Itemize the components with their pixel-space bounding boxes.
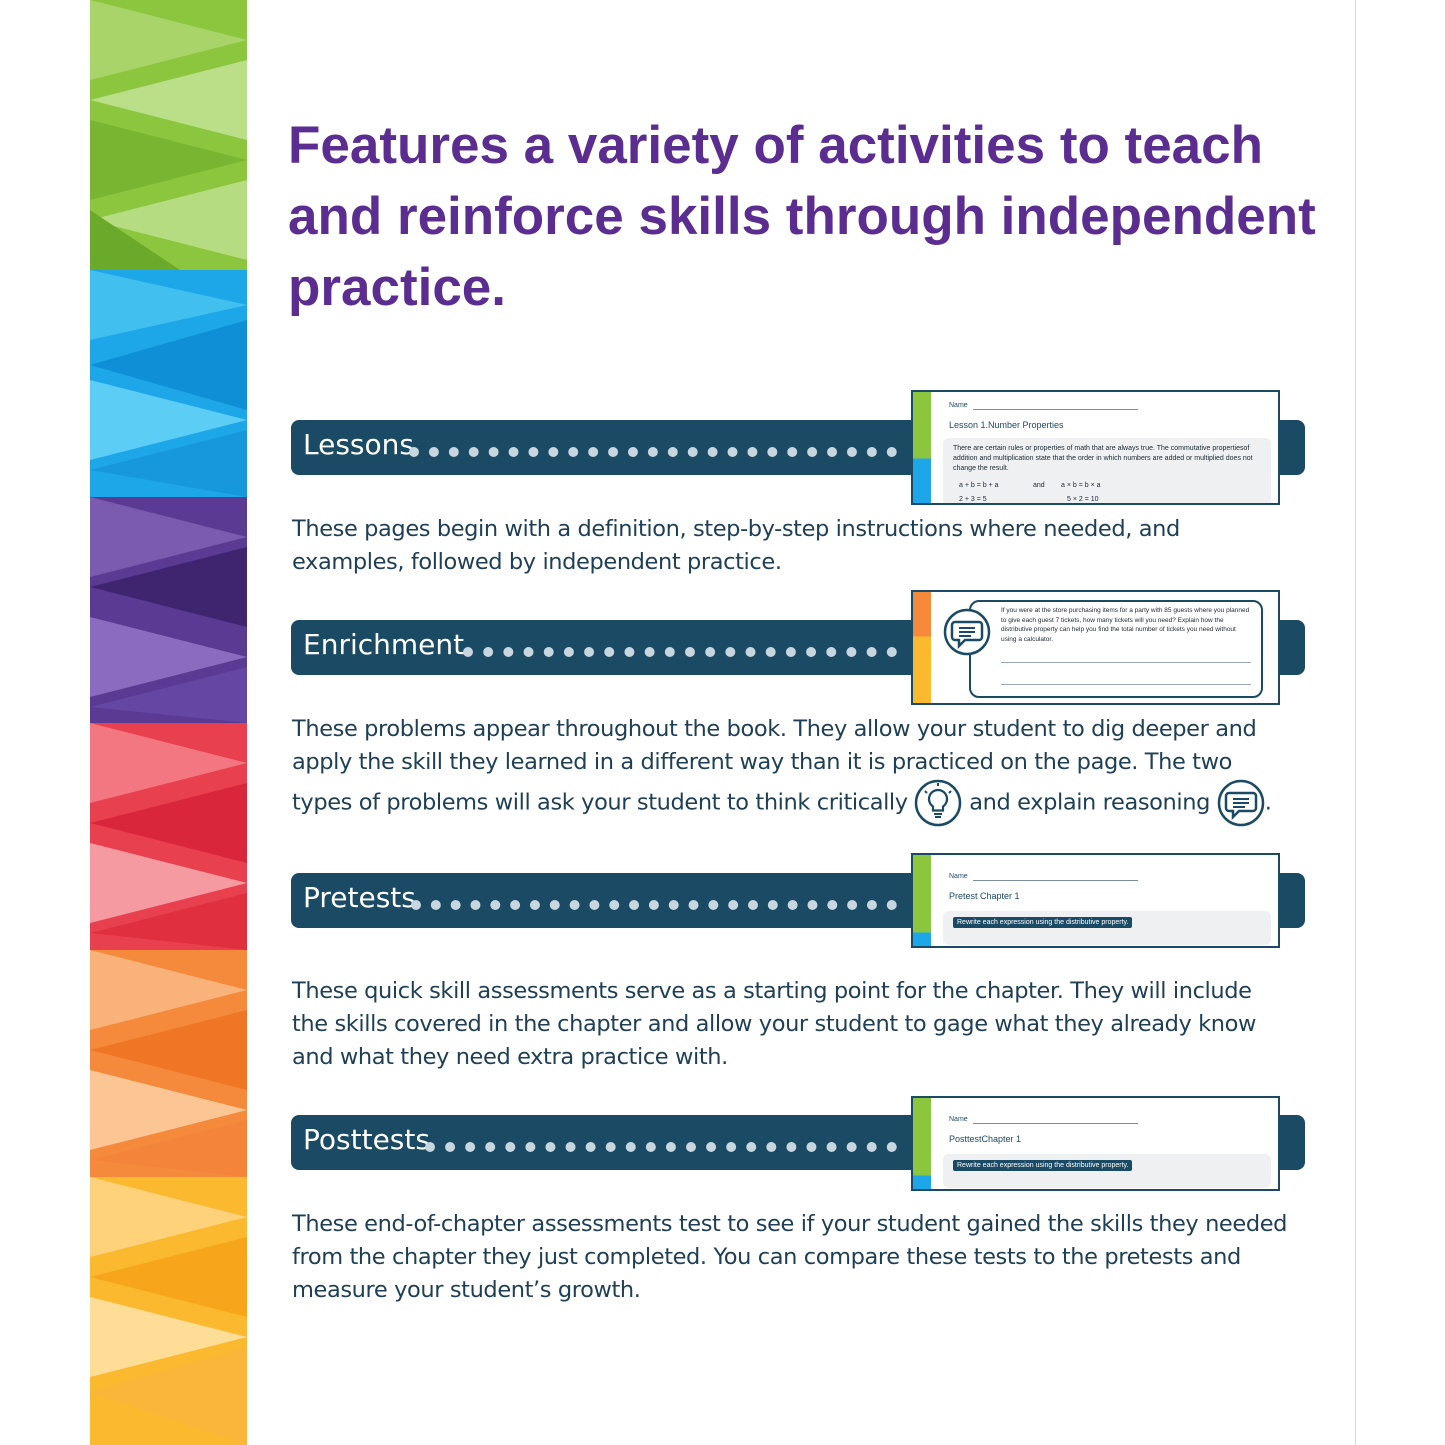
preview-name-label: Name	[949, 402, 968, 409]
preview-enrichment	[911, 590, 1280, 705]
description-posttests: These end-of-chapter assessments test to see if your student gained the skills they needed from the chapter they just completed. You can compare these tests to the pretests and measure your student’s growth.	[292, 1211, 1288, 1303]
band-blue	[90, 270, 247, 497]
preview-pretests	[911, 853, 1280, 948]
feature-title-lessons: Lessons	[303, 428, 414, 461]
preview-name-line	[973, 880, 1138, 881]
feature-title-posttests: Posttests	[303, 1123, 430, 1156]
preview-example-left: 2 + 3 = 5	[959, 496, 987, 503]
band-orange	[90, 950, 247, 1177]
description-text: .	[1264, 789, 1272, 816]
answer-line	[1001, 684, 1251, 685]
dotted-leader	[411, 900, 897, 910]
feature-title-pretests: Pretests	[303, 881, 416, 914]
preview-title: PosttestChapter 1	[949, 1134, 1022, 1144]
preview-title: Pretest Chapter 1	[949, 891, 1020, 901]
description-pretests: These quick skill assessments serve as a starting point for the chapter. They will include the skills covered in the chapter and allow your student to gage what they already know and what they need extra practice with.	[292, 978, 1257, 1070]
band-yellow	[90, 1177, 247, 1445]
dotted-leader	[409, 447, 897, 457]
preview-equation-right: a × b = b × a	[1061, 482, 1101, 489]
preview-posttests	[911, 1096, 1280, 1191]
feature-title-enrichment: Enrichment	[303, 628, 465, 661]
preview-stripe	[913, 392, 931, 503]
description-lessons: These pages begin with a definition, step-by-step instructions where needed, and examples, followed by independent practice.	[292, 516, 1180, 575]
preview-stripe	[913, 1098, 931, 1189]
preview-instruction: Rewrite each expression using the distributive property.	[953, 917, 1132, 928]
answer-line	[1001, 662, 1251, 663]
preview-question: If you were at the store purchasing items for a party with 85 guests where you planned to give each guest 7 tickets, how many tickets will you need? Explain how the distributive property can help you find the total number of tickets you need without using a calculator.	[1001, 607, 1250, 643]
page-margin-left	[0, 0, 90, 1445]
preview-name-line	[973, 409, 1138, 410]
preview-example-right: 5 × 2 = 10	[1067, 496, 1099, 503]
band-purple	[90, 497, 247, 723]
page-margin-right	[1355, 0, 1445, 1445]
dotted-leader	[463, 647, 897, 657]
page-heading: Features a variety of activities to teach and reinforce skills through independent practice.	[288, 116, 1316, 317]
preview-stripe	[913, 855, 931, 946]
speech-bubble-icon	[943, 608, 991, 656]
preview-instruction: Rewrite each expression using the distributive property.	[953, 1160, 1132, 1171]
preview-content-box	[943, 911, 1271, 945]
preview-content-box	[943, 1154, 1271, 1188]
preview-lessons	[911, 390, 1280, 505]
band-green	[90, 0, 247, 270]
preview-equation-left: a + b = b + a	[959, 482, 999, 489]
description-text: These problems appear throughout the book. They allow your student to dig deeper and apply the skill they learned in a different way than it is practiced on the page. The two types of problems will ask your student to think critically	[292, 716, 1257, 816]
preview-name-line	[973, 1123, 1138, 1124]
preview-question-frame	[969, 600, 1263, 698]
description-enrichment	[292, 713, 1292, 827]
preview-equation-and: and	[1033, 482, 1045, 489]
lightbulb-icon	[914, 779, 962, 827]
band-red	[90, 723, 247, 950]
preview-content-box	[943, 438, 1271, 505]
preview-stripe	[913, 592, 931, 703]
decorative-color-band	[90, 0, 247, 1445]
speech-bubble-icon	[1217, 779, 1265, 827]
preview-name-label: Name	[949, 873, 968, 880]
dotted-leader	[425, 1142, 897, 1152]
description-text: and explain reasoning	[969, 789, 1210, 816]
preview-title: Lesson 1.Number Properties	[949, 420, 1064, 430]
preview-body: There are certain rules or properties of math that are always true. The commutative propertiesof addition and multiplication state that the order in which numbers are added or multiplied does not change the result.	[953, 445, 1253, 472]
preview-name-label: Name	[949, 1116, 968, 1123]
